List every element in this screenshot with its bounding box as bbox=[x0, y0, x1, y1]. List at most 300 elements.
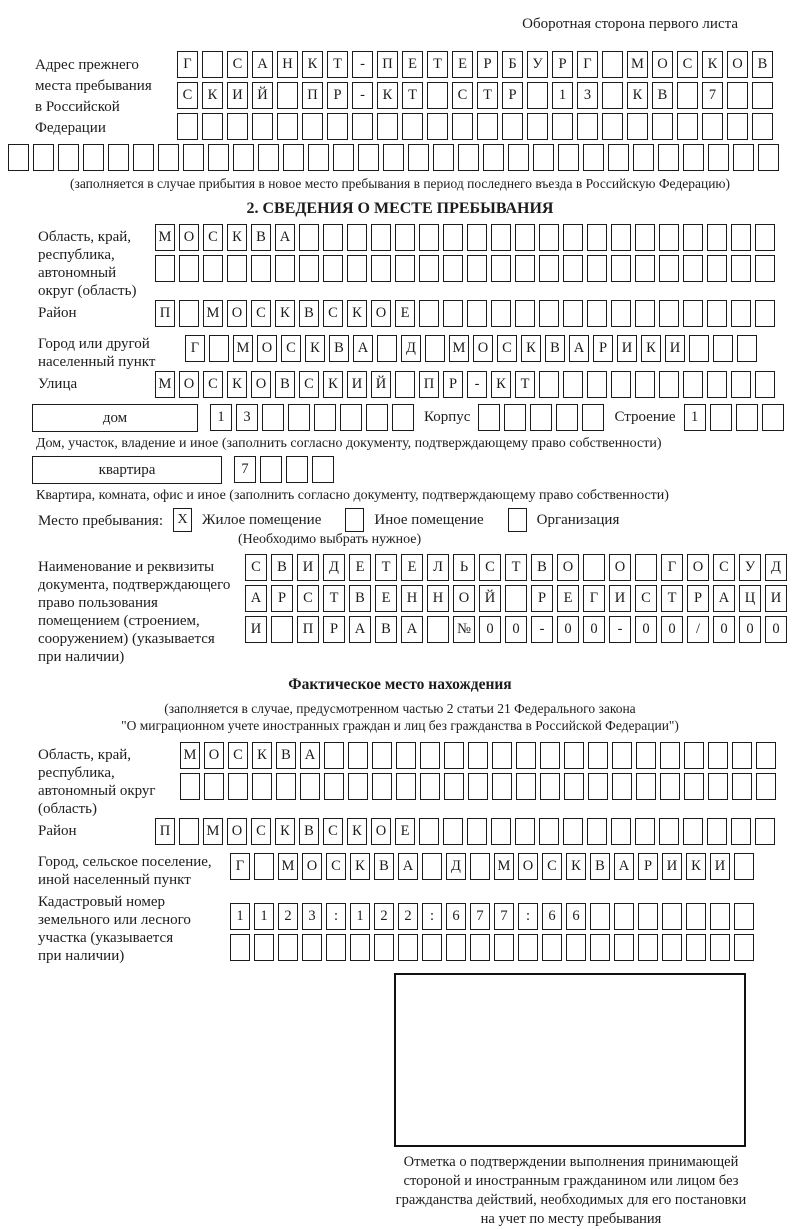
char-row bbox=[245, 554, 787, 581]
label-line: автономный округ bbox=[38, 783, 156, 799]
char-cell-filled: К bbox=[275, 818, 295, 845]
char-cell-empty bbox=[383, 144, 404, 171]
char-cell-filled: : bbox=[518, 903, 538, 930]
char-cell-filled: О bbox=[302, 853, 322, 880]
char-cell-empty bbox=[420, 773, 440, 800]
char-cell-empty bbox=[492, 773, 512, 800]
char-cell-filled: С bbox=[203, 371, 223, 398]
char-cell-empty bbox=[446, 934, 466, 961]
char-cell-empty bbox=[348, 773, 368, 800]
char-cell-filled: О bbox=[727, 51, 748, 78]
char-cell-empty bbox=[539, 255, 559, 282]
prev-address-note: (заполняется в случае прибытия в новое место пребывания в период последнего въезда в Российскую Федерацию) bbox=[69, 176, 731, 191]
document-rows bbox=[245, 554, 787, 647]
label-line: стороной и иностранным гражданином или лицом без bbox=[403, 1173, 739, 1189]
char-cell-filled: К bbox=[491, 371, 511, 398]
char-cell-filled: : bbox=[422, 903, 442, 930]
stay-option-other bbox=[335, 508, 497, 532]
street-label: Улица bbox=[38, 376, 78, 392]
char-cell-empty bbox=[732, 773, 752, 800]
char-cell-empty bbox=[684, 773, 704, 800]
char-cell-empty bbox=[542, 934, 562, 961]
char-cell-filled: С bbox=[677, 51, 698, 78]
char-cell-empty bbox=[611, 371, 631, 398]
char-cell-empty bbox=[422, 934, 442, 961]
char-cell-empty bbox=[83, 144, 104, 171]
korpus-label: Корпус bbox=[424, 409, 471, 425]
label-line: "О миграционном учете иностранных граждан и лиц без гражданства в Российской Федерации") bbox=[121, 718, 679, 733]
char-cell-empty bbox=[372, 773, 392, 800]
char-cell-filled: 6 bbox=[566, 903, 586, 930]
district-label: Район bbox=[38, 305, 77, 321]
char-cell-empty bbox=[527, 82, 548, 109]
char-cell-empty bbox=[686, 903, 706, 930]
char-cell-empty bbox=[492, 742, 512, 769]
document-label bbox=[38, 554, 245, 666]
char-cell-filled: 0 bbox=[505, 616, 527, 643]
char-cell-filled: Г bbox=[661, 554, 683, 581]
char-cell-empty bbox=[563, 255, 583, 282]
char-cell-empty bbox=[583, 554, 605, 581]
char-cell-empty bbox=[755, 818, 775, 845]
char-row bbox=[155, 224, 775, 251]
char-cell-filled: К bbox=[305, 335, 325, 362]
char-cell-filled: С bbox=[299, 371, 319, 398]
char-cell-filled: П bbox=[155, 818, 175, 845]
char-cell-empty bbox=[736, 404, 758, 431]
stroenie-cells bbox=[684, 404, 784, 431]
char-cell-filled: Т bbox=[505, 554, 527, 581]
char-cell-filled: Е bbox=[557, 585, 579, 612]
char-cell-empty bbox=[478, 404, 500, 431]
char-cell-empty bbox=[731, 818, 751, 845]
char-cell-empty bbox=[260, 456, 282, 483]
char-cell-filled: С bbox=[281, 335, 301, 362]
char-cell-filled: П bbox=[302, 82, 323, 109]
char-cell-filled: К bbox=[686, 853, 706, 880]
char-cell-empty bbox=[483, 144, 504, 171]
char-cell-empty bbox=[612, 773, 632, 800]
char-cell-empty bbox=[108, 144, 129, 171]
char-cell-filled: Д bbox=[765, 554, 787, 581]
stay-type-row bbox=[38, 508, 800, 532]
char-cell-empty bbox=[516, 742, 536, 769]
label-line: автономный bbox=[38, 265, 117, 281]
char-cell-filled: Р bbox=[687, 585, 709, 612]
char-cell-empty bbox=[288, 404, 310, 431]
char-cell-empty bbox=[277, 82, 298, 109]
document-field bbox=[38, 554, 800, 666]
char-cell-filled: Й bbox=[252, 82, 273, 109]
char-cell-empty bbox=[467, 224, 487, 251]
label-line: республика, bbox=[38, 247, 115, 263]
char-cell-filled: С bbox=[297, 585, 319, 612]
char-cell-empty bbox=[611, 300, 631, 327]
char-cell-empty bbox=[254, 853, 274, 880]
char-cell-filled: 3 bbox=[302, 903, 322, 930]
char-cell-empty bbox=[467, 818, 487, 845]
char-cell-filled: С bbox=[713, 554, 735, 581]
char-cell-empty bbox=[254, 934, 274, 961]
char-cell-filled: В bbox=[299, 300, 319, 327]
char-cell-filled: К bbox=[302, 51, 323, 78]
char-cell-filled: 6 bbox=[542, 903, 562, 930]
region-rows bbox=[155, 224, 775, 286]
char-cell-empty bbox=[636, 773, 656, 800]
actual-district-row bbox=[155, 818, 775, 845]
char-cell-empty bbox=[203, 255, 223, 282]
char-cell-filled: М bbox=[494, 853, 514, 880]
char-cell-filled: Й bbox=[371, 371, 391, 398]
char-cell-empty bbox=[582, 404, 604, 431]
city-field bbox=[38, 331, 800, 371]
actual-district-label: Район bbox=[38, 823, 77, 839]
char-cell-empty bbox=[515, 818, 535, 845]
actual-region-rows bbox=[180, 742, 776, 804]
char-cell-empty bbox=[183, 144, 204, 171]
char-cell-empty bbox=[707, 224, 727, 251]
char-cell-empty bbox=[262, 404, 284, 431]
char-cell-filled: Г bbox=[177, 51, 198, 78]
char-cell-filled: Т bbox=[515, 371, 535, 398]
house-labelbox: дом bbox=[32, 404, 198, 432]
char-cell-empty bbox=[633, 144, 654, 171]
char-cell-empty bbox=[33, 144, 54, 171]
char-cell-empty bbox=[252, 113, 273, 140]
char-cell-empty bbox=[302, 113, 323, 140]
label-line: на учет по месту пребывания bbox=[480, 1211, 662, 1227]
char-cell-empty bbox=[708, 742, 728, 769]
char-row bbox=[245, 585, 787, 612]
char-cell-filled: К bbox=[521, 335, 541, 362]
korpus-cells bbox=[478, 404, 604, 431]
char-cell-empty bbox=[443, 255, 463, 282]
char-cell-empty bbox=[608, 144, 629, 171]
char-cell-filled: 1 bbox=[350, 903, 370, 930]
char-cell-empty bbox=[583, 144, 604, 171]
char-cell-filled: Г bbox=[583, 585, 605, 612]
char-cell-filled: В bbox=[752, 51, 773, 78]
region-field bbox=[38, 224, 800, 300]
label-line: Область, край, bbox=[38, 229, 132, 245]
char-cell-filled: Е bbox=[375, 585, 397, 612]
char-cell-filled: Р bbox=[638, 853, 658, 880]
char-row bbox=[180, 742, 776, 769]
char-cell-empty bbox=[366, 404, 388, 431]
char-cell-filled: 0 bbox=[635, 616, 657, 643]
char-row bbox=[245, 616, 787, 643]
char-cell-filled: Ц bbox=[739, 585, 761, 612]
char-cell-filled: Д bbox=[446, 853, 466, 880]
label-line: в Российской bbox=[35, 99, 120, 115]
char-cell-empty bbox=[276, 773, 296, 800]
char-cell-filled: К bbox=[323, 371, 343, 398]
char-cell-empty bbox=[408, 144, 429, 171]
char-cell-empty bbox=[324, 773, 344, 800]
char-cell-empty bbox=[398, 934, 418, 961]
label-line: помещением (строением, bbox=[38, 613, 200, 629]
char-cell-filled: 7 bbox=[470, 903, 490, 930]
char-cell-filled: О bbox=[179, 224, 199, 251]
char-cell-empty bbox=[755, 224, 775, 251]
char-cell-filled: О bbox=[557, 554, 579, 581]
actual-district-field bbox=[38, 818, 800, 849]
char-cell-filled: А bbox=[713, 585, 735, 612]
char-cell-filled: И bbox=[710, 853, 730, 880]
char-cell-empty bbox=[420, 742, 440, 769]
prev-address-block bbox=[35, 51, 800, 144]
char-cell-empty bbox=[558, 144, 579, 171]
label-line: Город или другой bbox=[38, 336, 150, 352]
char-cell-filled: О bbox=[687, 554, 709, 581]
char-cell-filled: 3 bbox=[236, 404, 258, 431]
char-cell-empty bbox=[611, 224, 631, 251]
char-row bbox=[230, 903, 754, 930]
char-cell-filled: К bbox=[377, 82, 398, 109]
label-line: Кадастровый номер bbox=[38, 894, 165, 910]
actual-location-title: Фактическое место нахождения bbox=[288, 676, 512, 693]
char-cell-empty bbox=[611, 818, 631, 845]
char-cell-filled: Е bbox=[452, 51, 473, 78]
char-cell-filled: Т bbox=[323, 585, 345, 612]
char-cell-empty bbox=[427, 616, 449, 643]
char-cell-filled: С bbox=[177, 82, 198, 109]
char-cell-filled: 7 bbox=[234, 456, 256, 483]
char-cell-empty bbox=[444, 742, 464, 769]
char-cell-filled: О bbox=[204, 742, 224, 769]
char-cell-empty bbox=[470, 853, 490, 880]
char-cell-empty bbox=[323, 224, 343, 251]
char-cell-filled: Б bbox=[502, 51, 523, 78]
char-cell-empty bbox=[314, 404, 336, 431]
char-cell-empty bbox=[638, 934, 658, 961]
char-cell-filled: Т bbox=[375, 554, 397, 581]
char-cell-filled: С bbox=[227, 51, 248, 78]
char-cell-empty bbox=[251, 255, 271, 282]
char-cell-filled: И bbox=[347, 371, 367, 398]
char-cell-filled: И bbox=[662, 853, 682, 880]
char-cell-filled: В bbox=[652, 82, 673, 109]
label-line: при наличии) bbox=[38, 948, 125, 964]
label-line: сооружением) (указывается bbox=[38, 631, 215, 647]
char-cell-filled: Т bbox=[661, 585, 683, 612]
char-cell-empty bbox=[752, 113, 773, 140]
char-cell-empty bbox=[133, 144, 154, 171]
char-cell-filled: О bbox=[609, 554, 631, 581]
actual-region-label bbox=[38, 742, 180, 818]
char-cell-filled: С bbox=[245, 554, 267, 581]
char-row bbox=[177, 51, 773, 78]
char-cell-empty bbox=[348, 742, 368, 769]
char-cell-empty bbox=[539, 818, 559, 845]
stay-type-label: Место пребывания: bbox=[38, 513, 163, 529]
label-line: населенный пункт bbox=[38, 354, 156, 370]
label-line: Город, сельское поселение, bbox=[38, 854, 212, 870]
char-cell-filled: К bbox=[227, 224, 247, 251]
char-cell-filled: В bbox=[545, 335, 565, 362]
char-cell-empty bbox=[659, 300, 679, 327]
actual-region-field bbox=[38, 742, 800, 818]
char-cell-empty bbox=[252, 773, 272, 800]
char-cell-filled: - bbox=[609, 616, 631, 643]
char-cell-filled: В bbox=[251, 224, 271, 251]
prev-address-fullrow bbox=[8, 144, 800, 171]
char-cell-filled: К bbox=[627, 82, 648, 109]
char-cell-filled: П bbox=[419, 371, 439, 398]
char-cell-filled: К bbox=[566, 853, 586, 880]
char-cell-empty bbox=[278, 934, 298, 961]
char-cell-empty bbox=[347, 255, 367, 282]
char-cell-filled: В bbox=[375, 616, 397, 643]
char-cell-empty bbox=[689, 335, 709, 362]
char-cell-empty bbox=[477, 113, 498, 140]
char-cell-filled: Д bbox=[401, 335, 421, 362]
label-line: земельного или лесного bbox=[38, 912, 191, 928]
stroenie-label: Строение bbox=[614, 409, 676, 425]
char-cell-empty bbox=[727, 113, 748, 140]
stay-option-residential bbox=[163, 508, 335, 532]
char-cell-empty bbox=[683, 224, 703, 251]
char-cell-empty bbox=[587, 300, 607, 327]
char-cell-filled: 0 bbox=[661, 616, 683, 643]
char-cell-empty bbox=[587, 818, 607, 845]
char-cell-filled: У bbox=[739, 554, 761, 581]
char-cell-empty bbox=[635, 818, 655, 845]
char-cell-empty bbox=[731, 300, 751, 327]
char-cell-empty bbox=[756, 773, 776, 800]
char-cell-empty bbox=[659, 818, 679, 845]
char-cell-filled: Т bbox=[427, 51, 448, 78]
char-cell-filled: К bbox=[702, 51, 723, 78]
char-cell-empty bbox=[602, 82, 623, 109]
char-cell-empty bbox=[683, 818, 703, 845]
label-line: Наименование и реквизиты bbox=[38, 559, 215, 575]
char-cell-filled: 0 bbox=[765, 616, 787, 643]
char-cell-empty bbox=[233, 144, 254, 171]
char-cell-empty bbox=[299, 224, 319, 251]
char-cell-empty bbox=[563, 818, 583, 845]
char-cell-empty bbox=[636, 742, 656, 769]
char-cell-filled: 1 bbox=[254, 903, 274, 930]
char-cell-filled: К bbox=[641, 335, 661, 362]
char-cell-empty bbox=[611, 255, 631, 282]
char-cell-empty bbox=[686, 934, 706, 961]
char-cell-empty bbox=[271, 616, 293, 643]
char-cell-empty bbox=[683, 300, 703, 327]
char-cell-empty bbox=[590, 903, 610, 930]
char-cell-empty bbox=[660, 773, 680, 800]
char-cell-empty bbox=[515, 224, 535, 251]
char-cell-empty bbox=[377, 335, 397, 362]
house-cells bbox=[210, 404, 414, 431]
char-cell-empty bbox=[371, 255, 391, 282]
char-cell-filled: К bbox=[350, 853, 370, 880]
label-line: (область) bbox=[38, 801, 97, 817]
char-cell-empty bbox=[515, 300, 535, 327]
char-cell-filled: - bbox=[352, 51, 373, 78]
char-cell-filled: С bbox=[542, 853, 562, 880]
stamp-caption bbox=[382, 1153, 760, 1229]
char-cell-filled: С bbox=[323, 818, 343, 845]
char-cell-empty bbox=[587, 371, 607, 398]
char-cell-empty bbox=[230, 934, 250, 961]
char-cell-filled: М bbox=[233, 335, 253, 362]
char-cell-filled: М bbox=[278, 853, 298, 880]
char-cell-filled: В bbox=[271, 554, 293, 581]
label-line: Адрес прежнего bbox=[35, 57, 139, 73]
other-premises-checkbox bbox=[345, 508, 364, 532]
char-cell-filled: С bbox=[479, 554, 501, 581]
char-cell-empty bbox=[202, 113, 223, 140]
char-cell-empty bbox=[8, 144, 29, 171]
char-cell-empty bbox=[299, 255, 319, 282]
char-cell-empty bbox=[371, 224, 391, 251]
char-cell-empty bbox=[707, 255, 727, 282]
char-cell-filled: М bbox=[203, 300, 223, 327]
label-line: округ (область) bbox=[38, 283, 137, 299]
cadastral-field bbox=[38, 889, 800, 965]
char-cell-empty bbox=[427, 82, 448, 109]
char-cell-filled: Р bbox=[443, 371, 463, 398]
char-cell-empty bbox=[707, 300, 727, 327]
char-cell-filled: О bbox=[257, 335, 277, 362]
char-cell-empty bbox=[590, 934, 610, 961]
char-cell-filled: А bbox=[353, 335, 373, 362]
char-cell-filled: Д bbox=[323, 554, 345, 581]
char-cell-filled: 1 bbox=[684, 404, 706, 431]
char-cell-filled: И bbox=[227, 82, 248, 109]
prev-address-label bbox=[35, 51, 177, 139]
char-cell-empty bbox=[468, 773, 488, 800]
char-cell-filled: В bbox=[531, 554, 553, 581]
char-cell-filled: Е bbox=[395, 818, 415, 845]
char-cell-empty bbox=[734, 903, 754, 930]
house-row bbox=[32, 404, 800, 435]
char-cell-filled: М bbox=[627, 51, 648, 78]
char-cell-empty bbox=[539, 300, 559, 327]
char-cell-empty bbox=[563, 300, 583, 327]
char-cell-empty bbox=[755, 300, 775, 327]
char-cell-filled: С bbox=[228, 742, 248, 769]
char-cell-filled: А bbox=[300, 742, 320, 769]
char-cell-filled: Р bbox=[477, 51, 498, 78]
char-cell-empty bbox=[734, 853, 754, 880]
char-cell-empty bbox=[677, 113, 698, 140]
char-cell-filled: В bbox=[374, 853, 394, 880]
char-cell-empty bbox=[727, 82, 748, 109]
char-cell-filled: 2 bbox=[398, 903, 418, 930]
actual-city-row bbox=[230, 853, 754, 880]
char-cell-filled: Е bbox=[395, 300, 415, 327]
char-cell-empty bbox=[467, 255, 487, 282]
char-cell-filled: 1 bbox=[230, 903, 250, 930]
char-cell-empty bbox=[208, 144, 229, 171]
char-cell-empty bbox=[737, 335, 757, 362]
char-cell-empty bbox=[202, 51, 223, 78]
char-cell-empty bbox=[660, 742, 680, 769]
char-cell-empty bbox=[515, 255, 535, 282]
char-cell-empty bbox=[275, 255, 295, 282]
char-cell-empty bbox=[733, 144, 754, 171]
char-cell-empty bbox=[577, 113, 598, 140]
header-note: Оборотная сторона первого листа bbox=[522, 16, 738, 32]
char-cell-filled: С bbox=[326, 853, 346, 880]
char-cell-empty bbox=[372, 742, 392, 769]
char-cell-empty bbox=[470, 934, 490, 961]
char-cell-empty bbox=[602, 113, 623, 140]
cadastral-label bbox=[38, 889, 230, 965]
char-cell-filled: Н bbox=[427, 585, 449, 612]
